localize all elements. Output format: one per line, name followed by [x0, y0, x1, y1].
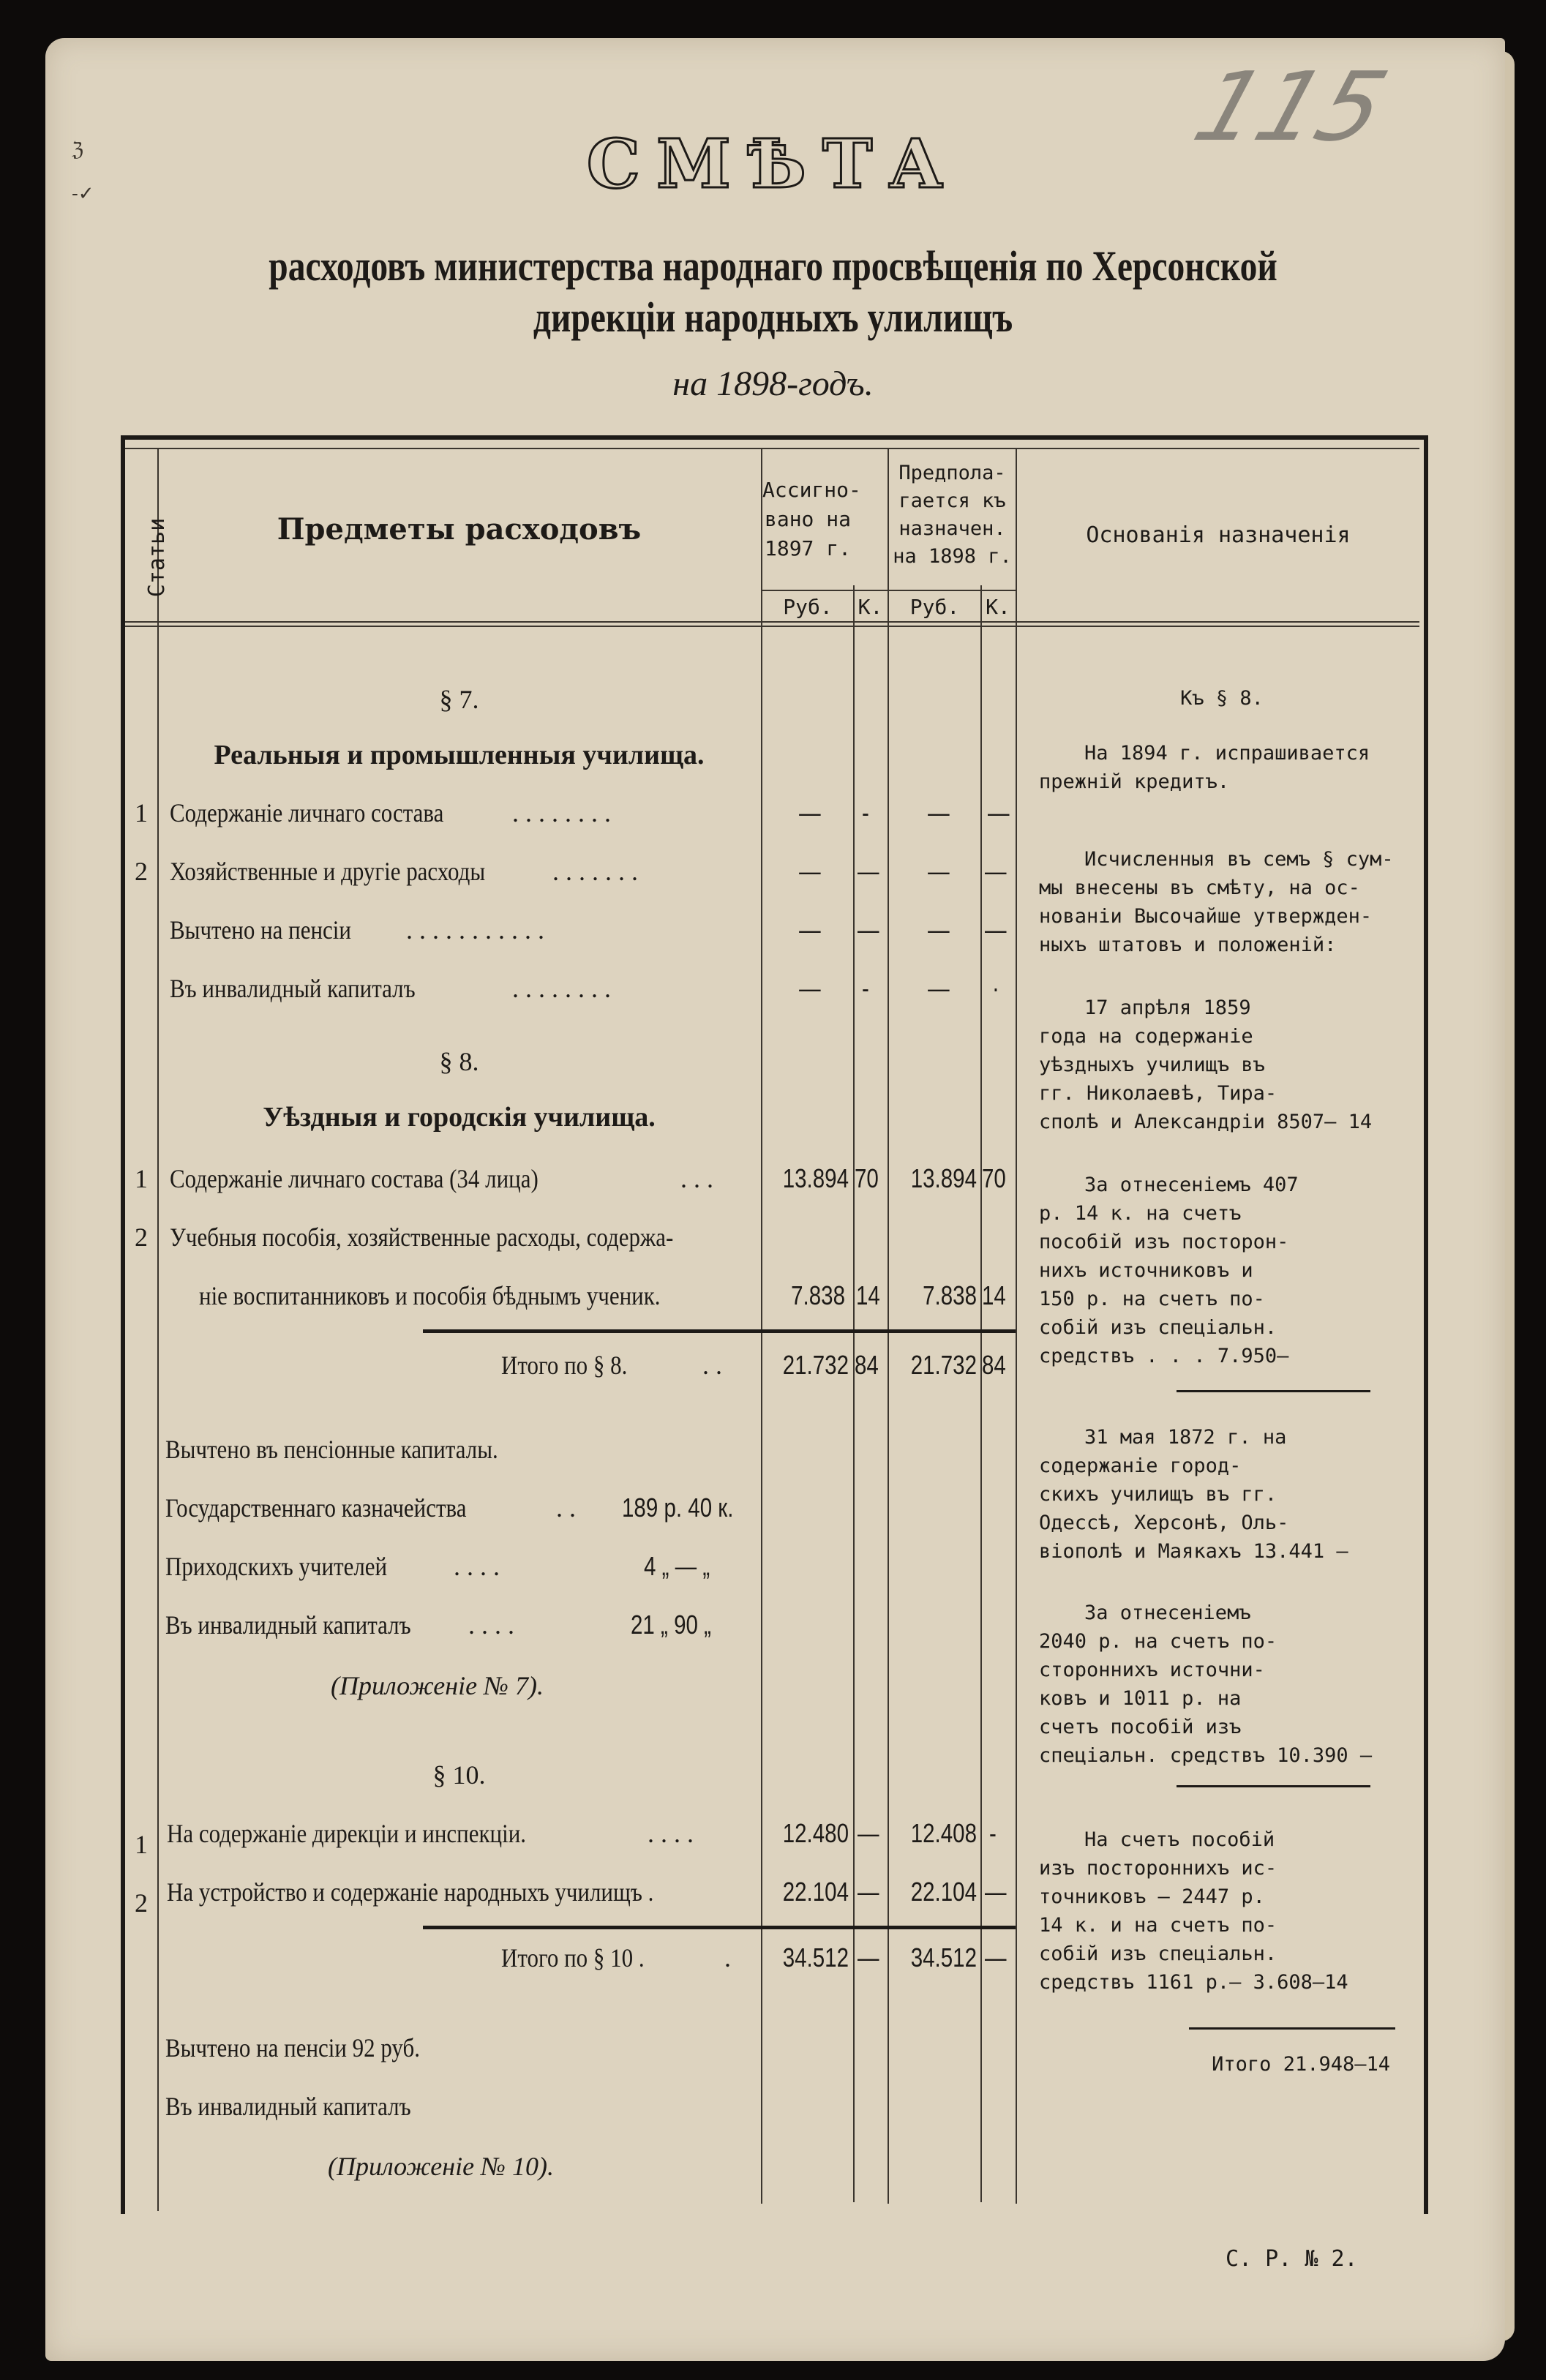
assigned-rub: 7.838: [791, 1280, 845, 1310]
margin-mark: -✓: [72, 183, 94, 205]
leader-dots: . . .: [680, 1164, 713, 1193]
item-label: Содержаніе личнаго состава (34 лица): [170, 1164, 539, 1193]
basis-paragraph: [1039, 1423, 1405, 1566]
row-number: 2: [135, 857, 148, 886]
basis-line: 17 апрѣля 1859: [1084, 996, 1251, 1019]
row-number: 1: [135, 1830, 148, 1859]
margin-mark: ℨ: [72, 139, 84, 161]
deduction-label: Въ инвалидный капиталъ: [165, 1610, 411, 1640]
basis-line: 31 мая 1872 г. на: [1084, 1426, 1287, 1449]
header-bottom-rule: [125, 626, 1419, 627]
header-basis: Основанія назначенія: [1086, 522, 1351, 548]
leader-dots: . . . .: [454, 1552, 500, 1581]
header-proposed-rub: Руб.: [909, 595, 960, 619]
leader-dots: . . . .: [648, 1819, 694, 1848]
basis-line: Одессѣ, Херсонѣ, Оль-: [1039, 1512, 1289, 1534]
basis-line: уѣздныхъ училищъ въ: [1039, 1054, 1265, 1076]
basis-line: прежній кредитъ.: [1039, 770, 1230, 793]
row-number: 2: [135, 1223, 148, 1252]
basis-line: ныхъ штатовъ и положеній:: [1039, 934, 1337, 956]
handwritten-folio-number: 115: [1182, 51, 1400, 162]
leader-dots: . . . . . . .: [552, 857, 638, 886]
basis-heading: Къ § 8.: [1180, 687, 1264, 710]
basis-line: ковъ и 1011 р. на: [1039, 1687, 1242, 1710]
proposed-rub-total: 34.512: [910, 1942, 977, 1972]
header-assigned-kop: К.: [858, 595, 883, 619]
assigned-kop: —: [858, 915, 879, 945]
basis-line: средствъ . . . 7.950—: [1039, 1345, 1289, 1367]
basis-line: За отнесеніемъ 407: [1084, 1174, 1299, 1196]
assigned-kop: 70: [855, 1163, 879, 1193]
proposed-kop: 14: [982, 1280, 1006, 1310]
basis-line: года на содержаніе: [1039, 1025, 1253, 1048]
basis-line: 14 к. и на счетъ по-: [1039, 1914, 1277, 1937]
deduction-pension: Вычтено на пенсіи 92 руб.: [165, 2033, 421, 2062]
header-articles: Статьи: [144, 517, 170, 598]
basis-line: За отнесеніемъ: [1084, 1602, 1251, 1624]
document-title: СМѢТА: [586, 124, 960, 203]
basis-line: 150 р. на счетъ по-: [1039, 1288, 1265, 1310]
header-assigned-rub: Руб.: [783, 595, 833, 619]
proposed-rub: —: [928, 856, 950, 886]
item-label: Хозяйственные и другіе расходы: [170, 857, 486, 886]
proposed-rub: 12.408: [910, 1818, 977, 1848]
assigned-rub-total: 34.512: [782, 1942, 849, 1972]
header-assigned-line: вано на: [764, 507, 851, 531]
leader-dots: . . . . . . . .: [512, 974, 611, 1003]
row-number: 1: [135, 1164, 148, 1193]
assigned-kop: -: [862, 797, 869, 827]
column-rule: [888, 448, 889, 2204]
deduction-label: Приходскихъ учителей: [165, 1552, 388, 1581]
basis-paragraph: [1039, 1171, 1405, 1370]
proposed-rub: 13.894: [910, 1163, 977, 1193]
proposed-rub: —: [928, 797, 950, 827]
leader-dots: .: [724, 1943, 731, 1972]
header-proposed-line: гается къ: [898, 489, 1006, 512]
leader-dots: . .: [702, 1351, 722, 1380]
basis-paragraph: [1039, 739, 1405, 796]
leader-dots: . . . . . . . .: [512, 798, 611, 827]
assigned-kop: -: [862, 973, 869, 1003]
item-label-continued: ніе воспитанниковъ и пособія бѣднымъ ученик.: [199, 1281, 661, 1310]
assigned-rub: 22.104: [782, 1877, 849, 1907]
assigned-kop-total: 84: [855, 1350, 879, 1380]
basis-line: Исчисленныя въ семъ § сум-: [1084, 848, 1394, 871]
basis-line: нованіи Высочайше утвержден-: [1039, 905, 1373, 928]
document-subtitle-line1: расходовъ министерства народнаго просвѣщенія по Херсонской: [269, 242, 1277, 290]
page-footer-signature: С. Р. № 2.: [1226, 2246, 1358, 2272]
proposed-kop: —: [988, 797, 1010, 827]
document-subtitle-line2: дирекціи народныхъ улилищъ: [533, 293, 1013, 341]
proposed-kop: —: [985, 915, 1007, 945]
proposed-kop: —: [985, 1877, 1007, 1907]
basis-line: На 1894 г. испрашивается: [1084, 742, 1370, 765]
item-label: На устройство и содержаніе народныхъ училищъ .: [167, 1877, 654, 1907]
appendix-reference: (Приложеніе № 10).: [328, 2152, 554, 2181]
header-proposed-line: назначен.: [898, 517, 1006, 540]
basis-total-rule: [1189, 2027, 1395, 2030]
deduction-label: Государственнаго казначейства: [165, 1493, 467, 1523]
basis-line: гг. Николаевѣ, Тира-: [1039, 1082, 1277, 1105]
column-rule: [1016, 448, 1017, 2204]
assigned-kop: —: [858, 856, 879, 886]
proposed-rub: 22.104: [910, 1877, 977, 1907]
proposed-kop: ·: [992, 973, 999, 1003]
leader-dots: . . . . . . . . . . .: [406, 915, 544, 945]
total-label: Итого по § 8.: [501, 1351, 628, 1380]
header-proposed-kop: К.: [986, 595, 1010, 619]
deduction-amount: 189 р. 40 к.: [622, 1493, 734, 1523]
item-label: Въ инвалидный капиталъ: [170, 974, 416, 1003]
basis-line: собій изъ спеціальн.: [1039, 1316, 1277, 1339]
deduction-amount: 21 „ 90 „: [631, 1610, 711, 1640]
column-rule: [980, 585, 982, 2202]
appendix-reference: (Приложеніе № 7).: [331, 1671, 544, 1700]
basis-paragraph: [1039, 1599, 1405, 1770]
basis-line: На счетъ пособій: [1084, 1828, 1275, 1851]
basis-rule: [1177, 1785, 1370, 1787]
header-top-rule: [125, 448, 1419, 449]
proposed-rub: 7.838: [923, 1280, 977, 1310]
column-rule: [853, 585, 855, 2202]
basis-line: нихъ источниковъ и: [1039, 1259, 1253, 1282]
item-label: Вычтено на пенсіи: [170, 915, 351, 945]
header-proposed-line: Предпола-: [898, 462, 1006, 484]
basis-rule: [1177, 1390, 1370, 1392]
basis-line: спеціальн. средствъ 10.390 —: [1039, 1744, 1373, 1767]
column-rule: [761, 448, 762, 2204]
basis-paragraph: [1039, 845, 1405, 959]
proposed-kop: —: [985, 856, 1007, 886]
section-10-heading: § 10.: [432, 1760, 486, 1790]
proposed-rub: —: [928, 915, 950, 945]
item-label: На содержаніе дирекціи и инспекціи.: [167, 1819, 527, 1848]
total-rule: [423, 1329, 1016, 1333]
basis-line: стороннихъ источни-: [1039, 1659, 1265, 1681]
total-label: Итого по § 10 .: [501, 1943, 645, 1972]
assigned-rub: —: [799, 915, 821, 945]
header-assigned: [762, 476, 861, 563]
deduction-amount: 4 „ — „: [644, 1551, 710, 1581]
item-label: Учебныя пособія, хозяйственные расходы, содержа-: [170, 1223, 674, 1252]
basis-line: сполѣ и Александріи 8507— 14: [1039, 1111, 1373, 1133]
deduction-invalid: Въ инвалидный капиталъ: [165, 2092, 411, 2121]
assigned-kop: —: [858, 1877, 879, 1907]
total-rule: [423, 1926, 1016, 1929]
basis-line: р. 14 к. на счетъ: [1039, 1202, 1242, 1225]
basis-total: Итого 21.948—14: [1212, 2053, 1390, 2076]
section-7-heading: § 7.: [439, 685, 479, 714]
section-7-title: Реальныя и промышленныя училища.: [214, 740, 705, 770]
row-number: 2: [135, 1888, 148, 1918]
assigned-kop: —: [858, 1818, 879, 1848]
proposed-kop-total: —: [985, 1942, 1007, 1972]
document-year: на 1898-годъ.: [672, 364, 874, 403]
row-number: 1: [135, 798, 148, 827]
assigned-rub: —: [799, 856, 821, 886]
proposed-kop: -: [989, 1818, 997, 1848]
basis-line: скихъ училищъ въ гг.: [1039, 1483, 1277, 1506]
header-assigned-line: Ассигно-: [762, 478, 861, 502]
basis-paragraph: [1039, 994, 1405, 1136]
assigned-rub: —: [799, 973, 821, 1003]
proposed-rub-total: 21.732: [910, 1350, 977, 1380]
header-proposed-line: на 1898 г.: [893, 545, 1012, 568]
leader-dots: . .: [556, 1493, 576, 1523]
basis-line: 2040 р. на счетъ по-: [1039, 1630, 1277, 1653]
header-proposed: [889, 459, 1016, 571]
basis-line: віополѣ и Маякахъ 13.441 —: [1039, 1540, 1348, 1563]
assigned-rub: 12.480: [782, 1818, 849, 1848]
assigned-kop-total: —: [858, 1942, 879, 1972]
basis-line: средствъ 1161 р.— 3.608—14: [1039, 1971, 1348, 1994]
deductions-title: Вычтено въ пенсіонные капиталы.: [165, 1435, 498, 1464]
basis-paragraph: [1039, 1825, 1405, 1997]
basis-line: мы внесены въ смѣту, на ос-: [1039, 876, 1360, 899]
section-8-title: Уѣздныя и городскія училища.: [263, 1102, 656, 1133]
proposed-rub: —: [928, 973, 950, 1003]
assigned-rub-total: 21.732: [782, 1350, 849, 1380]
basis-line: пособій изъ посторон-: [1039, 1231, 1289, 1253]
proposed-kop: 70: [982, 1163, 1006, 1193]
assigned-rub: —: [799, 797, 821, 827]
basis-line: собій изъ спеціальн.: [1039, 1942, 1277, 1965]
header-assigned-line: 1897 г.: [764, 536, 851, 560]
basis-line: содержаніе город-: [1039, 1454, 1242, 1477]
basis-line: изъ постороннихъ ис-: [1039, 1857, 1277, 1880]
header-items: Предметы расходовъ: [277, 512, 642, 547]
basis-line: счетъ пособій изъ: [1039, 1716, 1242, 1738]
proposed-kop-total: 84: [982, 1350, 1006, 1380]
assigned-kop: 14: [856, 1280, 880, 1310]
section-8-heading: § 8.: [439, 1047, 479, 1076]
assigned-rub: 13.894: [782, 1163, 849, 1193]
leader-dots: . . . .: [468, 1610, 514, 1640]
item-label: Содержаніе личнаго состава: [170, 798, 444, 827]
basis-line: точниковъ — 2447 р.: [1039, 1885, 1265, 1908]
